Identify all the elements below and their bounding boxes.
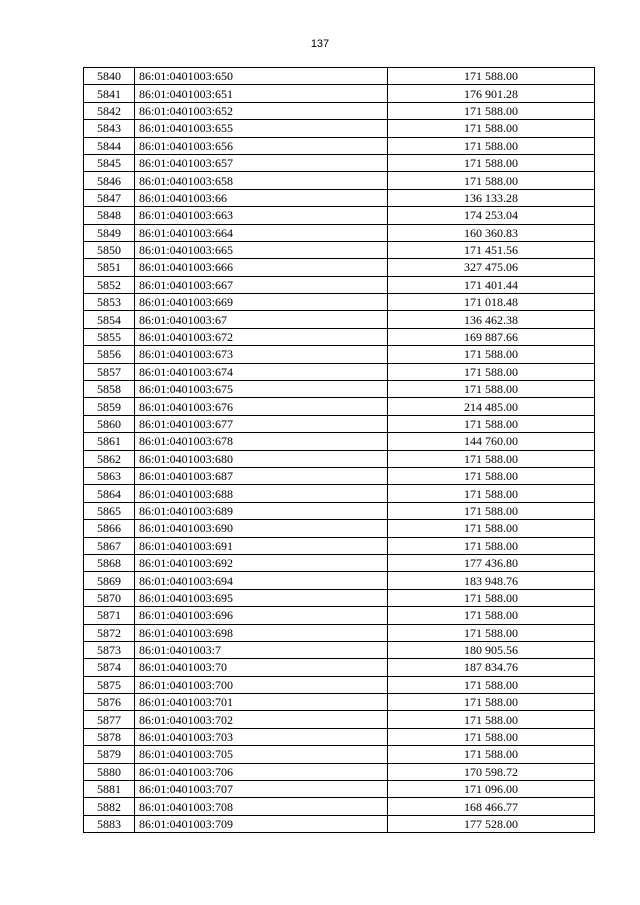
cadastral-value-cell: 171 588.00 <box>388 607 595 624</box>
cadastral-value-cell: 171 588.00 <box>388 68 595 85</box>
cadastral-value-cell: 170 598.72 <box>388 763 595 780</box>
table-row <box>84 294 595 311</box>
cadastral-value-cell: 171 588.00 <box>388 537 595 554</box>
cadastral-number-cell: 86:01:0401003:694 <box>135 572 388 589</box>
row-number-cell: 5861 <box>84 433 135 450</box>
cadastral-number-cell: 86:01:0401003:687 <box>135 467 388 484</box>
row-number-cell: 5844 <box>84 137 135 154</box>
cadastral-number-cell: 86:01:0401003:678 <box>135 433 388 450</box>
table-row <box>84 607 595 624</box>
row-number-cell: 5870 <box>84 589 135 606</box>
table-row <box>84 781 595 798</box>
row-number-cell: 5872 <box>84 624 135 641</box>
cadastral-number-cell: 86:01:0401003:689 <box>135 502 388 519</box>
table-row <box>84 798 595 815</box>
table-row <box>84 207 595 224</box>
table-row <box>84 641 595 658</box>
row-number-cell: 5846 <box>84 172 135 189</box>
row-number-cell: 5866 <box>84 520 135 537</box>
cadastral-number-cell: 86:01:0401003:658 <box>135 172 388 189</box>
cadastral-number-cell: 86:01:0401003:708 <box>135 798 388 815</box>
row-number-cell: 5843 <box>84 120 135 137</box>
table-row <box>84 328 595 345</box>
table-row <box>84 711 595 728</box>
table-row <box>84 137 595 154</box>
row-number-cell: 5871 <box>84 607 135 624</box>
cadastral-number-cell: 86:01:0401003:66 <box>135 189 388 206</box>
table-row <box>84 363 595 380</box>
row-number-cell: 5880 <box>84 763 135 780</box>
cadastral-value-cell: 171 588.00 <box>388 346 595 363</box>
cadastral-number-cell: 86:01:0401003:70 <box>135 659 388 676</box>
row-number-cell: 5847 <box>84 189 135 206</box>
cadastral-value-cell: 168 466.77 <box>388 798 595 815</box>
cadastral-value-cell: 176 901.28 <box>388 85 595 102</box>
table-row <box>84 589 595 606</box>
cadastral-number-cell: 86:01:0401003:674 <box>135 363 388 380</box>
cadastral-value-cell: 136 133.28 <box>388 189 595 206</box>
cadastral-value-cell: 171 096.00 <box>388 781 595 798</box>
row-number-cell: 5883 <box>84 815 135 832</box>
cadastral-number-cell: 86:01:0401003:680 <box>135 450 388 467</box>
cadastral-number-cell: 86:01:0401003:690 <box>135 520 388 537</box>
row-number-cell: 5876 <box>84 694 135 711</box>
cadastral-number-cell: 86:01:0401003:709 <box>135 815 388 832</box>
cadastral-value-cell: 144 760.00 <box>388 433 595 450</box>
cadastral-number-cell: 86:01:0401003:655 <box>135 120 388 137</box>
cadastral-value-cell: 214 485.00 <box>388 398 595 415</box>
cadastral-value-cell: 171 588.00 <box>388 694 595 711</box>
cadastral-value-cell: 177 528.00 <box>388 815 595 832</box>
row-number-cell: 5858 <box>84 381 135 398</box>
cadastral-value-table <box>83 67 595 833</box>
row-number-cell: 5863 <box>84 467 135 484</box>
row-number-cell: 5852 <box>84 276 135 293</box>
cadastral-value-cell: 171 588.00 <box>388 467 595 484</box>
cadastral-value-cell: 171 588.00 <box>388 502 595 519</box>
row-number-cell: 5882 <box>84 798 135 815</box>
row-number-cell: 5842 <box>84 102 135 119</box>
row-number-cell: 5875 <box>84 676 135 693</box>
table-row <box>84 154 595 171</box>
cadastral-number-cell: 86:01:0401003:691 <box>135 537 388 554</box>
row-number-cell: 5854 <box>84 311 135 328</box>
table-row <box>84 815 595 832</box>
row-number-cell: 5851 <box>84 259 135 276</box>
cadastral-value-cell: 171 588.00 <box>388 711 595 728</box>
cadastral-value-cell: 171 401.44 <box>388 276 595 293</box>
cadastral-value-cell: 180 905.56 <box>388 641 595 658</box>
cadastral-number-cell: 86:01:0401003:67 <box>135 311 388 328</box>
table-row <box>84 728 595 745</box>
row-number-cell: 5878 <box>84 728 135 745</box>
table-row <box>84 485 595 502</box>
cadastral-number-cell: 86:01:0401003:707 <box>135 781 388 798</box>
cadastral-value-cell: 171 588.00 <box>388 381 595 398</box>
row-number-cell: 5862 <box>84 450 135 467</box>
cadastral-number-cell: 86:01:0401003:673 <box>135 346 388 363</box>
cadastral-number-cell: 86:01:0401003:696 <box>135 607 388 624</box>
cadastral-value-cell: 171 018.48 <box>388 294 595 311</box>
cadastral-value-cell: 171 588.00 <box>388 676 595 693</box>
table-row <box>84 433 595 450</box>
table-row <box>84 102 595 119</box>
cadastral-value-cell: 171 588.00 <box>388 589 595 606</box>
cadastral-value-cell: 171 588.00 <box>388 520 595 537</box>
table-row <box>84 502 595 519</box>
cadastral-value-cell: 177 436.80 <box>388 554 595 571</box>
table-row <box>84 415 595 432</box>
row-number-cell: 5855 <box>84 328 135 345</box>
row-number-cell: 5860 <box>84 415 135 432</box>
cadastral-value-cell: 171 588.00 <box>388 120 595 137</box>
cadastral-number-cell: 86:01:0401003:650 <box>135 68 388 85</box>
table-row <box>84 189 595 206</box>
cadastral-value-cell: 171 588.00 <box>388 624 595 641</box>
row-number-cell: 5841 <box>84 85 135 102</box>
cadastral-number-cell: 86:01:0401003:667 <box>135 276 388 293</box>
cadastral-number-cell: 86:01:0401003:669 <box>135 294 388 311</box>
table-row <box>84 554 595 571</box>
cadastral-value-cell: 171 588.00 <box>388 363 595 380</box>
table-row <box>84 676 595 693</box>
table-body <box>84 68 595 833</box>
cadastral-number-cell: 86:01:0401003:705 <box>135 746 388 763</box>
cadastral-value-cell: 327 475.06 <box>388 259 595 276</box>
table-row <box>84 467 595 484</box>
cadastral-number-cell: 86:01:0401003:675 <box>135 381 388 398</box>
cadastral-value-cell: 171 588.00 <box>388 415 595 432</box>
row-number-cell: 5869 <box>84 572 135 589</box>
cadastral-number-cell: 86:01:0401003:651 <box>135 85 388 102</box>
row-number-cell: 5864 <box>84 485 135 502</box>
cadastral-number-cell: 86:01:0401003:657 <box>135 154 388 171</box>
cadastral-value-cell: 171 588.00 <box>388 137 595 154</box>
cadastral-number-cell: 86:01:0401003:706 <box>135 763 388 780</box>
cadastral-number-cell: 86:01:0401003:665 <box>135 241 388 258</box>
table-row <box>84 537 595 554</box>
cadastral-number-cell: 86:01:0401003:698 <box>135 624 388 641</box>
page-number: 137 <box>310 38 330 50</box>
cadastral-number-cell: 86:01:0401003:672 <box>135 328 388 345</box>
table-row <box>84 572 595 589</box>
row-number-cell: 5867 <box>84 537 135 554</box>
table-row <box>84 224 595 241</box>
cadastral-value-cell: 171 588.00 <box>388 450 595 467</box>
table-row <box>84 763 595 780</box>
table-row <box>84 68 595 85</box>
cadastral-value-cell: 171 588.00 <box>388 728 595 745</box>
cadastral-value-cell: 171 588.00 <box>388 746 595 763</box>
row-number-cell: 5840 <box>84 68 135 85</box>
cadastral-value-cell: 169 887.66 <box>388 328 595 345</box>
row-number-cell: 5881 <box>84 781 135 798</box>
cadastral-number-cell: 86:01:0401003:664 <box>135 224 388 241</box>
row-number-cell: 5850 <box>84 241 135 258</box>
row-number-cell: 5874 <box>84 659 135 676</box>
cadastral-number-cell: 86:01:0401003:677 <box>135 415 388 432</box>
table-row <box>84 398 595 415</box>
cadastral-number-cell: 86:01:0401003:666 <box>135 259 388 276</box>
cadastral-number-cell: 86:01:0401003:692 <box>135 554 388 571</box>
cadastral-number-cell: 86:01:0401003:695 <box>135 589 388 606</box>
cadastral-number-cell: 86:01:0401003:7 <box>135 641 388 658</box>
cadastral-number-cell: 86:01:0401003:700 <box>135 676 388 693</box>
table-row <box>84 276 595 293</box>
cadastral-value-cell: 171 588.00 <box>388 485 595 502</box>
cadastral-value-cell: 171 588.00 <box>388 102 595 119</box>
cadastral-value-cell: 171 451.56 <box>388 241 595 258</box>
row-number-cell: 5868 <box>84 554 135 571</box>
table-row <box>84 346 595 363</box>
table-row <box>84 241 595 258</box>
cadastral-number-cell: 86:01:0401003:701 <box>135 694 388 711</box>
row-number-cell: 5848 <box>84 207 135 224</box>
row-number-cell: 5865 <box>84 502 135 519</box>
row-number-cell: 5856 <box>84 346 135 363</box>
cadastral-value-cell: 171 588.00 <box>388 172 595 189</box>
cadastral-number-cell: 86:01:0401003:688 <box>135 485 388 502</box>
row-number-cell: 5857 <box>84 363 135 380</box>
row-number-cell: 5845 <box>84 154 135 171</box>
row-number-cell: 5849 <box>84 224 135 241</box>
cadastral-number-cell: 86:01:0401003:663 <box>135 207 388 224</box>
row-number-cell: 5859 <box>84 398 135 415</box>
table-row <box>84 520 595 537</box>
cadastral-value-cell: 136 462.38 <box>388 311 595 328</box>
cadastral-number-cell: 86:01:0401003:652 <box>135 102 388 119</box>
row-number-cell: 5877 <box>84 711 135 728</box>
table-row <box>84 659 595 676</box>
table-row <box>84 694 595 711</box>
cadastral-value-cell: 174 253.04 <box>388 207 595 224</box>
cadastral-number-cell: 86:01:0401003:703 <box>135 728 388 745</box>
table-row <box>84 311 595 328</box>
cadastral-value-cell: 171 588.00 <box>388 154 595 171</box>
table-row <box>84 259 595 276</box>
cadastral-number-cell: 86:01:0401003:656 <box>135 137 388 154</box>
table-row <box>84 450 595 467</box>
cadastral-value-cell: 160 360.83 <box>388 224 595 241</box>
table-row <box>84 120 595 137</box>
table-row <box>84 172 595 189</box>
cadastral-value-cell: 183 948.76 <box>388 572 595 589</box>
table-row <box>84 381 595 398</box>
row-number-cell: 5879 <box>84 746 135 763</box>
table-row <box>84 746 595 763</box>
cadastral-number-cell: 86:01:0401003:676 <box>135 398 388 415</box>
table-row <box>84 85 595 102</box>
table-row <box>84 624 595 641</box>
row-number-cell: 5873 <box>84 641 135 658</box>
cadastral-value-cell: 187 834.76 <box>388 659 595 676</box>
cadastral-number-cell: 86:01:0401003:702 <box>135 711 388 728</box>
row-number-cell: 5853 <box>84 294 135 311</box>
